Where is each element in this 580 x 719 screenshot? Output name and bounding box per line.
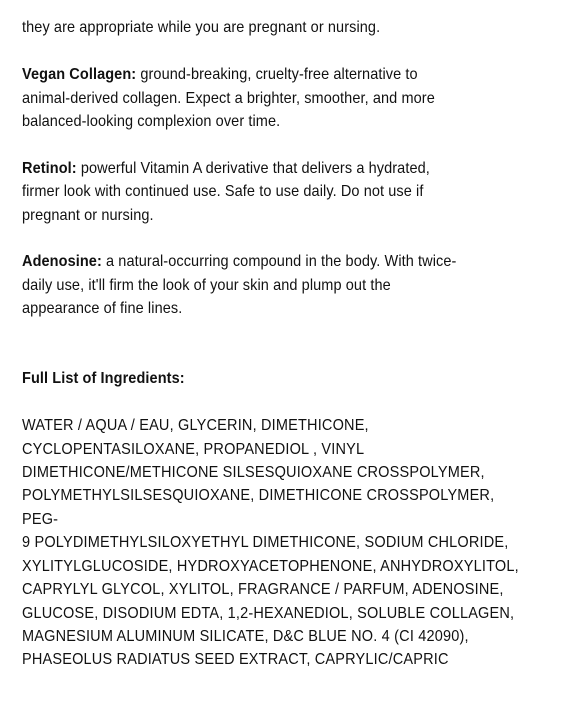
ingredients-heading: Full List of Ingredients: — [22, 370, 185, 388]
adenosine-term: Adenosine: — [22, 253, 102, 271]
retinol-text: powerful Vitamin A derivative that delivers a hydrated, firmer look with continued use. Safe to use daily. Do not use if pregnant or nursing. — [22, 159, 430, 224]
ingredients-section — [22, 344, 524, 695]
ingredients-list: WATER / AQUA / EAU, GLYCERIN, DIMETHICONE, CYCLOPENTASILOXANE, PROPANEDIOL , VINYL DIMETHICONE/METHICONE SILSESQUIOXANE CROSSPOLYMER, POLYMETHYLSILSESQUIOXANE, DIMETHICONE CROSSPOLYMER, PEG- 9 POLYDIMETHYLSILOXYETHYL DIMETHICONE, SODIUM CHLORIDE, XYLITYLGLUCOSIDE, HYDROXYACETOPHENONE, ANHYDROXYLITOL, CAPRYLYL GLYCOL, XYLITOL, FRAGRANCE / PARFUM, ADENOSINE, GLUCOSE, DISODIUM EDTA, 1,2-HEXANEDIOL, SOLUBLE COLLAGEN, MAGNESIUM ALUMINUM SILICATE, D&C BLUE NO. 4 (CI 42090), PHASEOLUS RADIATUS SEED EXTRACT, CAPRYLIC/CAPRIC — [22, 417, 519, 669]
vegan-collagen-paragraph — [22, 63, 524, 133]
adenosine-text: a natural-occurring compound in the body. With twice- daily use, it'll firm the look of your skin and plump out the appearance of fine lines. — [22, 253, 457, 318]
intro-paragraph — [22, 0, 524, 40]
vegan-collagen-text: ground-breaking, cruelty-free alternative to animal-derived collagen. Expect a brighter, smoother, and more balanced-looking complexion over time. — [22, 66, 435, 131]
adenosine-paragraph — [22, 250, 524, 320]
retinol-term: Retinol: — [22, 159, 77, 177]
intro-text: they are appropriate while you are pregnant or nursing. — [22, 19, 381, 37]
retinol-paragraph — [22, 157, 524, 227]
vegan-collagen-term: Vegan Collagen: — [22, 66, 137, 84]
ingredient-description-document — [22, 0, 524, 719]
